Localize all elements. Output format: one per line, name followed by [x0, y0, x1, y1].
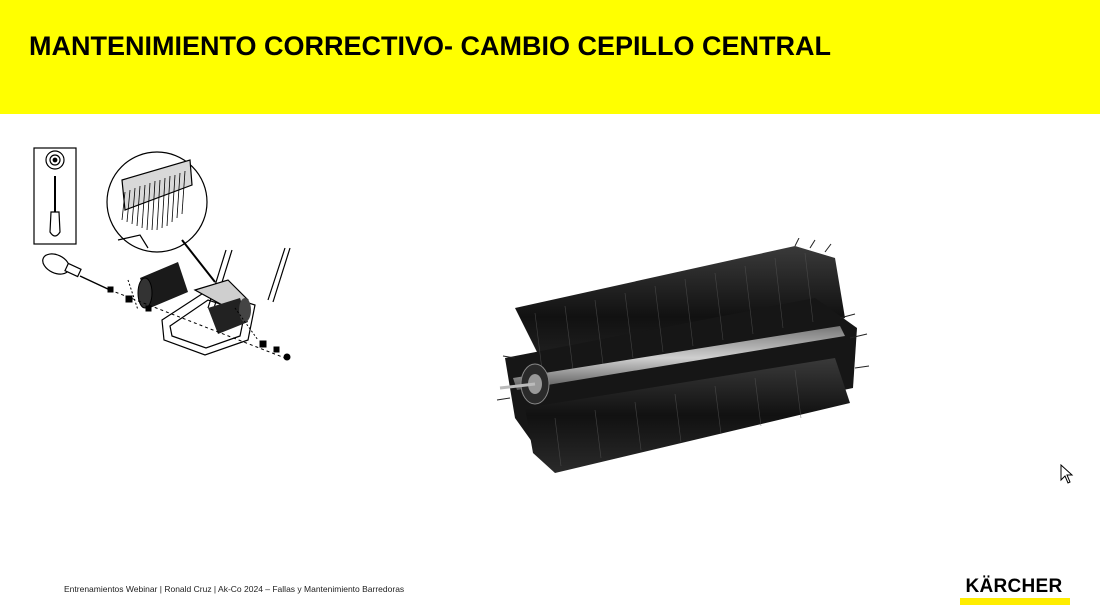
screwdriver-icon	[34, 148, 76, 244]
screwdriver-handle	[40, 250, 110, 290]
mouse-pointer-icon	[1060, 464, 1074, 484]
brush-removal-diagram	[30, 140, 295, 370]
detail-zoom-circle	[107, 152, 215, 282]
central-brush-image	[495, 238, 870, 478]
karcher-logo	[958, 576, 1070, 608]
logo-accent-bar	[960, 598, 1070, 605]
slide-title: MANTENIMIENTO CORRECTIVO- CAMBIO CEPILLO CENTRAL	[29, 31, 831, 61]
title-banner	[0, 0, 1100, 114]
slide-footer: Entrenamientos Webinar | Ronald Cruz | Ak-Co 2024 – Fallas y Mantenimiento Barredoras	[64, 584, 405, 594]
sweeper-chassis	[162, 248, 290, 355]
logo-wordmark: KÄRCHER	[965, 576, 1063, 597]
